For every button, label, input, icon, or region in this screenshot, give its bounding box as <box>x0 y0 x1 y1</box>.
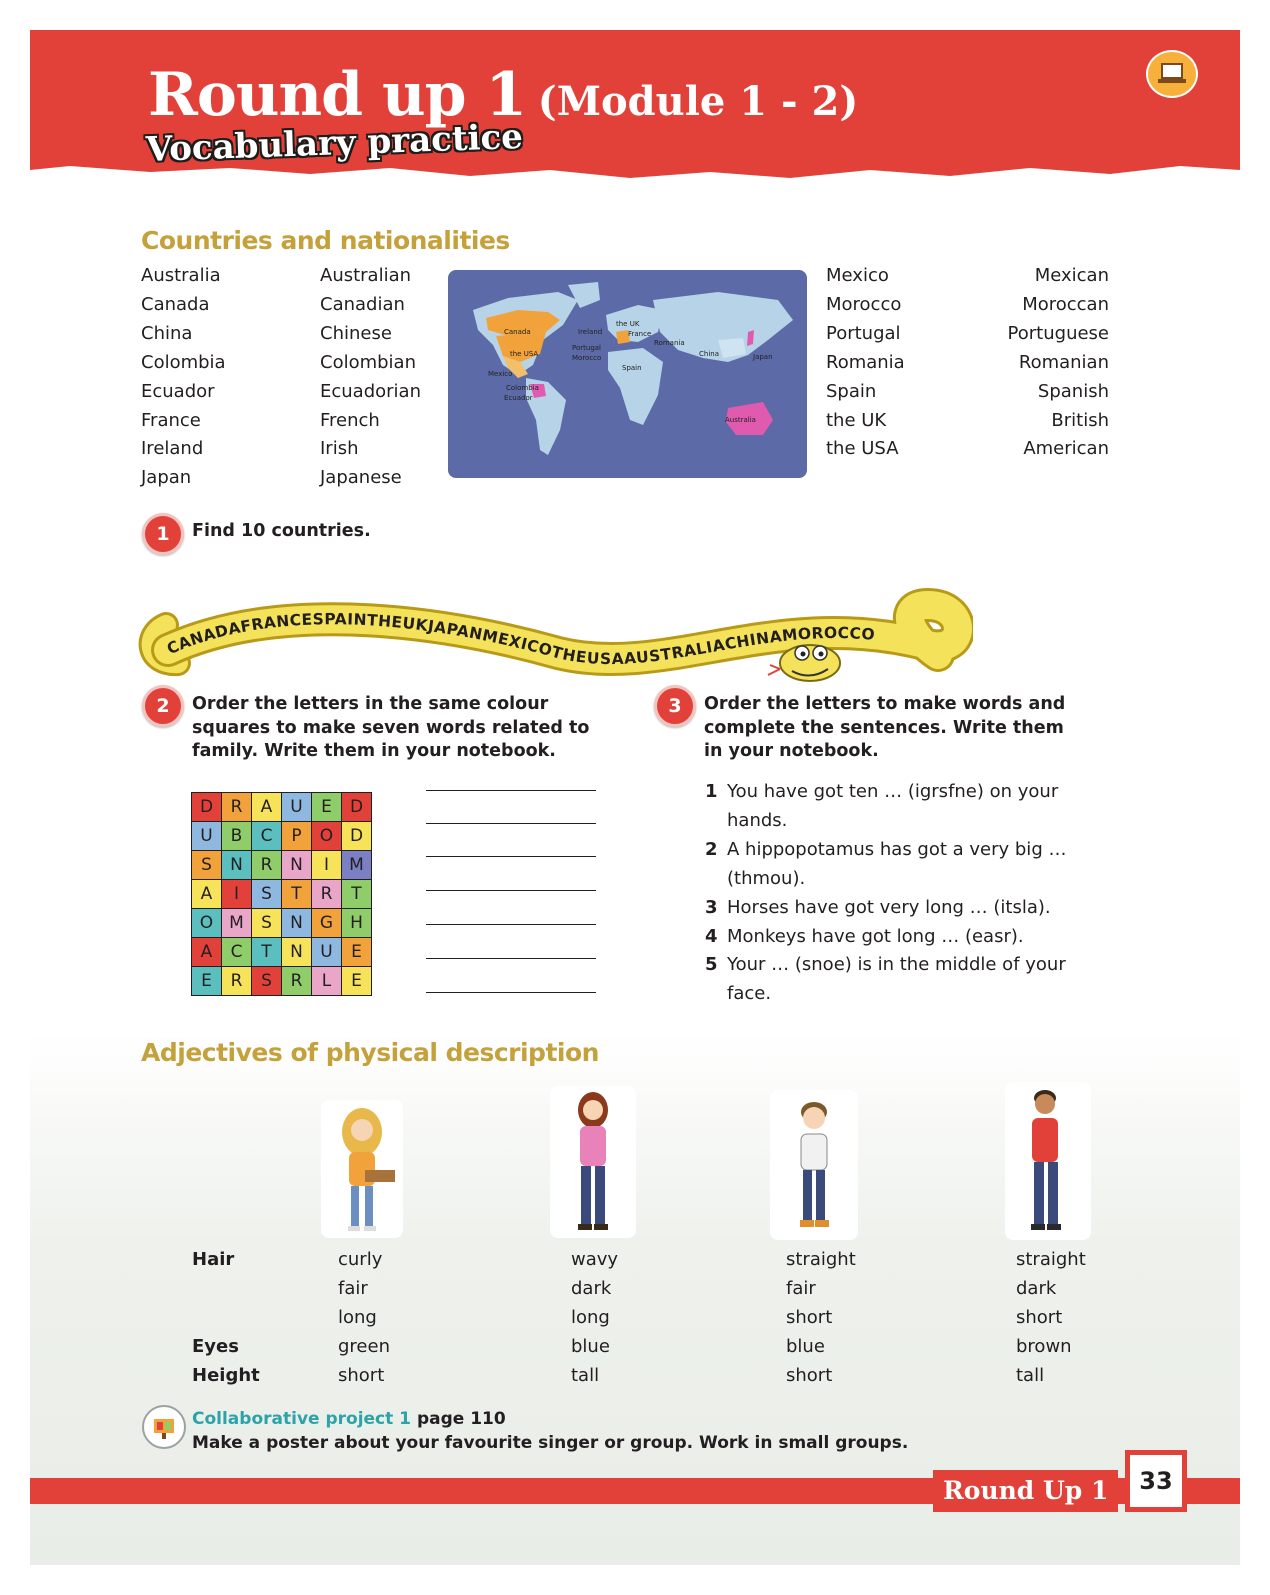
sentence-number: 1 <box>705 781 718 802</box>
sentence-text: face. <box>727 983 772 1005</box>
map-label-spain: Spain <box>622 364 642 372</box>
description-word: fair <box>786 1277 816 1299</box>
grid-cell: M <box>222 909 252 938</box>
left-nationalities-list <box>320 262 421 493</box>
map-label-morocco: Morocco <box>572 354 602 362</box>
character-2-illustration <box>550 1086 636 1238</box>
map-label-uk: the UK <box>616 320 640 328</box>
grid-row <box>192 967 372 996</box>
exercise-3-instruction: Order the letters to make words and complete the sentences. Write them in your notebook. <box>704 694 1066 761</box>
grid-cell: O <box>192 909 222 938</box>
nationality-name: Australian <box>320 265 412 286</box>
grid-cell: T <box>342 880 372 909</box>
grid-cell: G <box>312 909 342 938</box>
exercise-1-instruction: Find 10 countries. <box>192 521 371 541</box>
page-subtitle: Vocabulary practice <box>145 116 524 170</box>
description-word: dark <box>571 1277 612 1299</box>
description-word: wavy <box>571 1249 619 1270</box>
description-word: short <box>786 1364 833 1386</box>
grid-cell: E <box>342 938 372 967</box>
grid-cell: I <box>222 880 252 909</box>
country-name: Ireland <box>141 438 204 460</box>
exercise-2-badge: 2 <box>142 685 184 727</box>
description-word: curly <box>338 1249 383 1270</box>
nationality-name: Japanese <box>320 467 402 489</box>
country-name: Portugal <box>826 322 901 344</box>
description-word: short <box>786 1306 833 1328</box>
description-word: tall <box>1016 1364 1045 1386</box>
section-title-countries: Countries and nationalities <box>141 226 510 255</box>
sentence-number: 4 <box>705 925 718 947</box>
nationality-name: Romanian <box>1018 351 1109 373</box>
grid-row <box>192 938 372 967</box>
write-line[interactable] <box>426 958 596 959</box>
nationality-name: Irish <box>320 438 359 460</box>
description-word: dark <box>1016 1277 1057 1299</box>
label-hair: Hair <box>192 1249 235 1270</box>
page-number: 33 <box>1125 1450 1187 1512</box>
description-word: short <box>338 1364 385 1386</box>
sentence-continuation <box>705 807 1125 836</box>
character-4-description <box>1016 1246 1086 1391</box>
grid-cell: C <box>252 822 282 851</box>
grid-cell: R <box>252 851 282 880</box>
nationality-name: Ecuadorian <box>320 380 421 402</box>
map-label-australia: Australia <box>725 416 756 424</box>
grid-cell: S <box>252 967 282 996</box>
grid-cell: U <box>192 822 222 851</box>
grid-cell: N <box>222 851 252 880</box>
character-1-description <box>338 1246 390 1391</box>
grid-cell: R <box>312 880 342 909</box>
write-line[interactable] <box>426 924 596 925</box>
description-word: green <box>338 1335 390 1357</box>
grid-cell: B <box>222 822 252 851</box>
description-word: straight <box>1016 1249 1086 1270</box>
collaborative-project <box>192 1407 908 1455</box>
letter-grid <box>191 792 372 996</box>
map-label-japan: Japan <box>753 353 773 361</box>
grid-cell: U <box>282 793 312 822</box>
sentence-number: 3 <box>705 896 718 918</box>
map-label-portugal: Portugal <box>572 344 601 352</box>
nationality-name: Spanish <box>1037 380 1109 402</box>
nationality-name: Colombian <box>320 351 416 373</box>
word-snake <box>138 565 973 695</box>
description-word: long <box>338 1306 377 1328</box>
grid-cell: E <box>192 967 222 996</box>
country-name: Canada <box>141 293 210 315</box>
description-word: blue <box>571 1335 610 1357</box>
description-word: short <box>1016 1306 1063 1328</box>
map-label-canada: Canada <box>504 328 531 336</box>
country-name: Ecuador <box>141 380 215 402</box>
description-word: long <box>571 1306 610 1328</box>
sentence-text: hands. <box>727 809 788 831</box>
project-icon <box>142 1405 186 1449</box>
country-name: Mexico <box>826 265 889 286</box>
character-3-description <box>786 1246 856 1391</box>
collab-text: Make a poster about your favourite singer or group. Work in small groups. <box>192 1433 909 1453</box>
grid-cell: N <box>282 851 312 880</box>
grid-cell: I <box>312 851 342 880</box>
grid-cell: C <box>222 938 252 967</box>
nationality-name: British <box>1051 409 1109 431</box>
map-label-mexico: Mexico <box>488 370 513 378</box>
country-name: Morocco <box>826 293 902 315</box>
label-eyes: Eyes <box>192 1336 239 1357</box>
character-2-description <box>571 1246 618 1391</box>
label-height: Height <box>192 1365 260 1386</box>
grid-cell: S <box>252 880 282 909</box>
country-name: the UK <box>826 409 887 431</box>
exercise-3-badge: 3 <box>654 685 696 727</box>
grid-cell: S <box>252 909 282 938</box>
description-word: brown <box>1016 1335 1072 1357</box>
sentence-continuation <box>705 980 1125 1009</box>
grid-cell: P <box>282 822 312 851</box>
grid-cell: M <box>342 851 372 880</box>
country-name: the USA <box>826 438 899 460</box>
sentence-text: A hippopotamus has got a very big … <box>727 838 1067 860</box>
title-module: (Module 1 - 2) <box>537 78 859 125</box>
grid-cell: L <box>312 967 342 996</box>
grid-cell: T <box>282 880 312 909</box>
left-countries-list <box>141 262 226 493</box>
character-3-illustration <box>770 1090 858 1240</box>
sentence-text: (thmou). <box>727 867 806 889</box>
country-name: China <box>141 322 193 344</box>
country-name: Romania <box>826 351 905 373</box>
description-word: blue <box>786 1335 825 1357</box>
sentence-list <box>705 778 1125 1009</box>
snake-letters: CANADAFRANCESPAINTHEUKJAPANMEXICOTHEUSAAUSTRALIACHINAMOROCCO <box>164 610 876 669</box>
sentence-item <box>705 951 1125 980</box>
title-main: Round up 1 <box>148 60 527 130</box>
write-line[interactable] <box>426 790 596 791</box>
map-label-romania: Romania <box>654 339 685 347</box>
country-name: Colombia <box>141 351 226 373</box>
map-label-colombia: Colombia <box>506 384 539 392</box>
nationality-name: Portuguese <box>1007 322 1109 344</box>
world-map <box>448 270 807 478</box>
sentence-item <box>705 778 1125 807</box>
section-title-adjectives: Adjectives of physical description <box>141 1038 599 1067</box>
country-name: France <box>141 409 201 431</box>
nationality-name: American <box>1023 438 1109 460</box>
map-label-usa: the USA <box>510 350 539 358</box>
sentence-text: You have got ten … (igrsfne) on your <box>727 781 1059 802</box>
right-countries-list <box>826 262 905 464</box>
map-label-china: China <box>699 350 719 358</box>
grid-cell: E <box>342 967 372 996</box>
sentence-continuation <box>705 865 1125 894</box>
grid-cell: D <box>192 793 222 822</box>
page <box>30 30 1240 1565</box>
grid-cell: O <box>312 822 342 851</box>
exercise-2-instruction: Order the letters in the same colour squares to make seven words related to family. Write them in your notebook. <box>192 694 590 761</box>
character-4-illustration <box>1005 1082 1091 1240</box>
description-word: fair <box>338 1277 368 1299</box>
country-name: Spain <box>826 380 877 402</box>
sentence-text: Horses have got very long … (itsla). <box>727 896 1051 918</box>
grid-cell: H <box>342 909 372 938</box>
right-nationalities-list <box>990 262 1109 464</box>
grid-cell: T <box>252 938 282 967</box>
grid-cell: D <box>342 822 372 851</box>
write-line[interactable] <box>426 856 596 857</box>
write-line[interactable] <box>426 992 596 993</box>
exercise-1-badge: 1 <box>142 513 184 555</box>
description-word: straight <box>786 1249 856 1270</box>
write-line[interactable] <box>426 890 596 891</box>
grid-cell: U <box>312 938 342 967</box>
character-1-illustration <box>321 1100 403 1238</box>
write-line[interactable] <box>426 823 596 824</box>
sentence-number: 2 <box>705 838 718 860</box>
collab-title: Collaborative project 1 <box>192 1409 412 1429</box>
sentence-item <box>705 894 1125 923</box>
nationality-name: Chinese <box>320 322 392 344</box>
grid-row <box>192 880 372 909</box>
laptop-icon[interactable] <box>1146 50 1198 98</box>
grid-row <box>192 909 372 938</box>
description-word: tall <box>571 1364 600 1386</box>
sentence-item <box>705 836 1125 865</box>
map-label-france: France <box>628 330 652 338</box>
sentence-text: Monkeys have got long … (easr). <box>727 925 1024 947</box>
sentence-number: 5 <box>705 954 718 976</box>
grid-cell: A <box>192 938 222 967</box>
grid-cell: D <box>342 793 372 822</box>
grid-row <box>192 793 372 822</box>
map-label-ecuador: Ecuador <box>504 394 533 402</box>
collab-page: page 110 <box>416 1409 506 1429</box>
country-name: Japan <box>141 467 192 489</box>
grid-cell: A <box>252 793 282 822</box>
grid-cell: R <box>222 793 252 822</box>
grid-cell: A <box>192 880 222 909</box>
grid-cell: S <box>192 851 222 880</box>
map-label-ireland: Ireland <box>578 328 603 336</box>
laptop-glyph <box>1148 52 1196 96</box>
grid-cell: R <box>222 967 252 996</box>
grid-cell: R <box>282 967 312 996</box>
grid-cell: E <box>312 793 342 822</box>
grid-row <box>192 822 372 851</box>
footer-label: Round Up 1 <box>933 1470 1118 1512</box>
sentence-text: Your … (snoe) is in the middle of your <box>727 954 1066 976</box>
country-name: Australia <box>141 265 221 286</box>
grid-row <box>192 851 372 880</box>
grid-cell: N <box>282 909 312 938</box>
nationality-name: Moroccan <box>1022 293 1109 315</box>
nationality-name: French <box>320 409 380 431</box>
nationality-name: Canadian <box>320 293 405 315</box>
nationality-name: Mexican <box>1034 265 1109 286</box>
sentence-item <box>705 923 1125 952</box>
grid-cell: N <box>282 938 312 967</box>
